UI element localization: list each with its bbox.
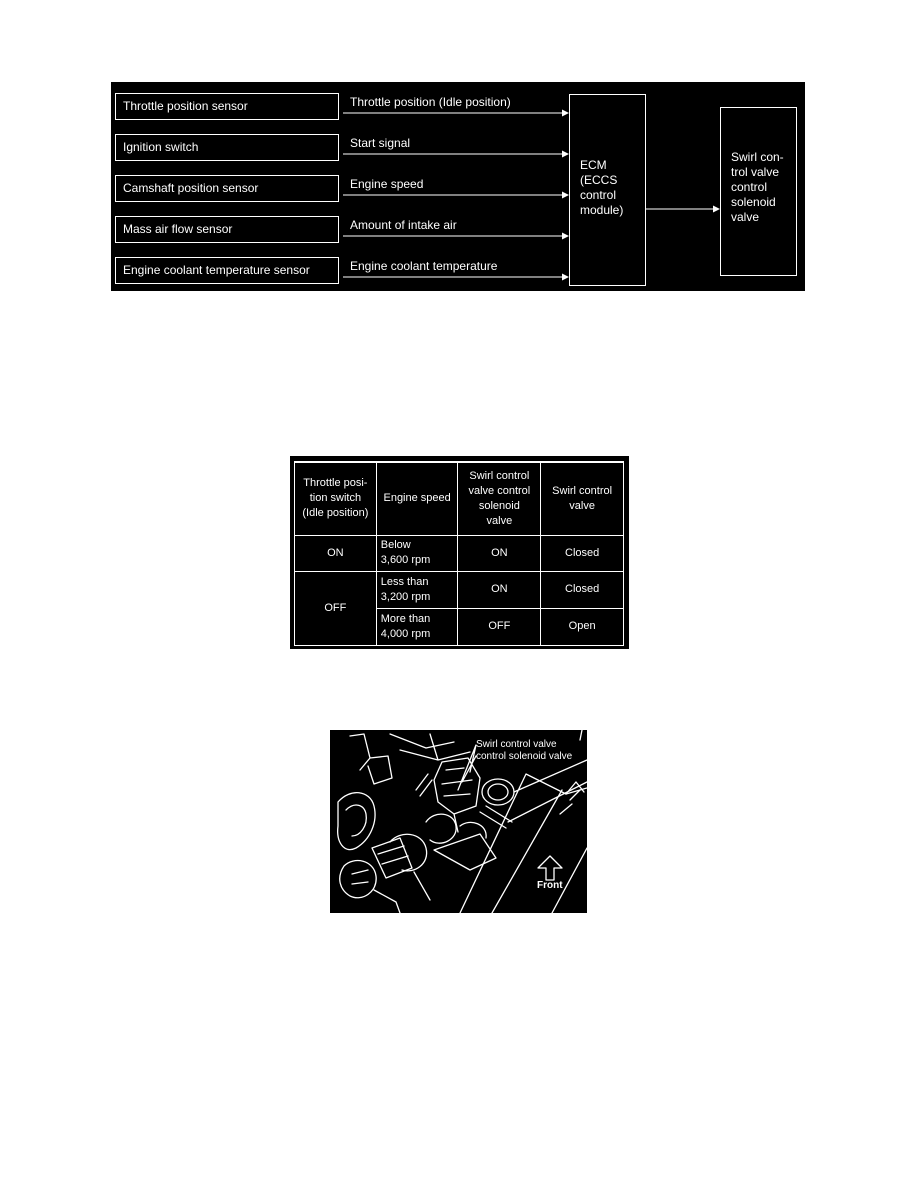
- engine-coolant-temperature-sensor-box: Engine coolant temperature sensor: [115, 257, 339, 284]
- header-swirl-valve: [541, 462, 624, 535]
- signal-label-engine-speed: Engine speed: [350, 177, 424, 191]
- output-line: Swirl con-: [731, 150, 784, 164]
- front-label: Front: [537, 880, 563, 891]
- signal-label-coolant-temperature: Engine coolant temperature: [350, 259, 498, 273]
- output-line: control: [731, 180, 768, 194]
- header-line: valve: [486, 514, 513, 527]
- left-hose-inner: [346, 805, 366, 836]
- ecm-line: (ECCS: [580, 173, 618, 187]
- cell-engine-speed: [376, 571, 458, 608]
- cell-line: 3,600 rpm: [380, 554, 431, 566]
- signal-label-start: Start signal: [350, 136, 411, 150]
- header-line: Throttle posi-: [303, 477, 368, 490]
- cell-throttle-off: OFF: [295, 571, 377, 645]
- left-bracket: [350, 734, 392, 784]
- header-line: Swirl control: [552, 484, 613, 497]
- solenoid-ring: [482, 779, 514, 805]
- header-throttle-switch: [295, 462, 377, 535]
- swirl-control-logic-table: [290, 456, 629, 649]
- header-solenoid-valve: [458, 462, 541, 535]
- swirl-solenoid-valve-box: [720, 107, 797, 276]
- cell-solenoid: ON: [458, 535, 541, 571]
- header-line: tion switch: [309, 492, 362, 505]
- mass-air-flow-sensor-box: Mass air flow sensor: [115, 216, 339, 243]
- signal-label-intake-air: Amount of intake air: [350, 218, 457, 232]
- ecm-line: module): [580, 203, 624, 217]
- throttle-position-sensor-box: Throttle position sensor: [115, 93, 339, 120]
- ecm-line: ECM: [580, 158, 607, 172]
- hose-loops: [390, 814, 486, 871]
- cell-line: Less than: [380, 575, 429, 588]
- header-line: (Idle position): [302, 507, 369, 520]
- swirl-control-block-diagram: [111, 82, 805, 291]
- ignition-switch-box: Ignition switch: [115, 134, 339, 161]
- lower-left-connector: [340, 861, 376, 898]
- ecm-line: control: [580, 188, 617, 202]
- cell-throttle-on: ON: [295, 535, 377, 571]
- solenoid-ring-inner: [488, 784, 508, 800]
- header-line: valve: [569, 499, 595, 512]
- table-header-row: [295, 462, 624, 535]
- cell-line: Below: [380, 539, 411, 551]
- callout-label-line-2: control solenoid valve: [476, 751, 573, 762]
- component-locator-illustration: [330, 730, 587, 913]
- camshaft-position-sensor-box: Camshaft position sensor: [115, 175, 339, 202]
- header-line: valve control: [468, 484, 531, 497]
- table-row: [295, 571, 624, 608]
- output-line: solenoid: [731, 195, 776, 209]
- callout-tick: [580, 730, 582, 740]
- cell-valve: Closed: [541, 571, 624, 608]
- header-line: solenoid: [478, 499, 520, 512]
- callout-label-line-1: Swirl control valve: [476, 739, 557, 750]
- panel-edge-ribs: [560, 782, 584, 814]
- cell-solenoid: ON: [458, 571, 541, 608]
- cell-solenoid: OFF: [458, 608, 541, 645]
- lower-lines: [374, 834, 496, 913]
- cell-valve: Closed: [541, 535, 624, 571]
- cell-line: 3,200 rpm: [380, 590, 431, 603]
- cell-valve: Open: [541, 608, 624, 645]
- output-line: valve: [731, 210, 760, 224]
- cell-line: More than: [380, 612, 431, 625]
- header-line: Engine speed: [383, 492, 451, 505]
- left-hose: [338, 793, 375, 850]
- upper-pipes: [390, 734, 470, 760]
- table-row: [295, 535, 624, 571]
- front-arrow-icon: [538, 856, 562, 880]
- lower-coupling: [372, 838, 412, 878]
- ecm-box: [569, 94, 646, 286]
- signal-label-throttle-position: Throttle position (Idle position): [350, 95, 511, 109]
- cell-line: 4,000 rpm: [380, 627, 431, 640]
- header-line: Swirl control: [469, 469, 530, 482]
- header-engine-speed: [376, 462, 458, 535]
- cell-engine-speed: [376, 608, 458, 645]
- output-line: trol valve: [731, 165, 780, 179]
- misc-hatching: [416, 774, 512, 828]
- valve-body: [434, 758, 480, 814]
- cell-engine-speed: [376, 535, 458, 571]
